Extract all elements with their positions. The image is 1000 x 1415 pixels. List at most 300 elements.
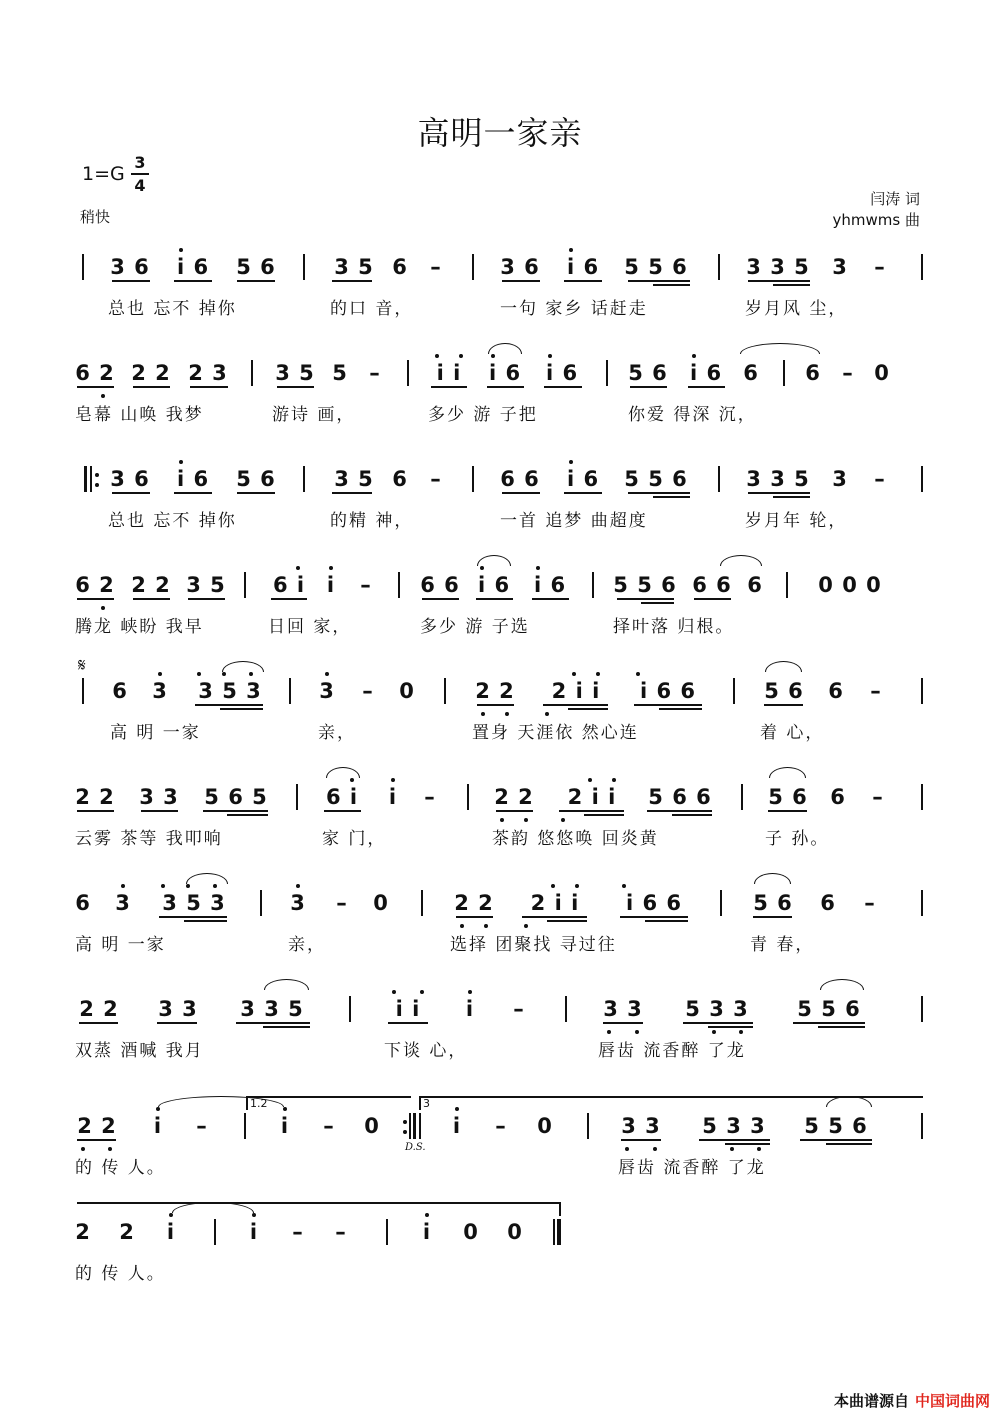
note-group: 5 5 6 [797,997,861,1021]
octave-down-dot [524,818,528,822]
barline [82,678,84,704]
octave-up-dot [296,566,300,570]
note-group: i 6 [488,361,522,385]
octave-up-dot [391,778,395,782]
octave-up-dot [425,1213,429,1217]
note-group: – [196,1114,208,1138]
note-group: 6 i [325,785,359,809]
octave-up-dot [158,672,162,676]
beam-line [634,704,702,706]
lyric-line: 岁月年 轮， [745,511,848,531]
octave-up-dot [197,672,201,676]
barline [244,572,246,598]
beam-line [174,280,212,282]
beam-line [77,598,114,600]
note-group: 2 2 [131,361,171,385]
note-group: 5 6 [628,361,668,385]
beam-line-double [220,708,263,710]
note-group: 5 6 5 [204,785,268,809]
beam-line [133,598,170,600]
note-group: 3 [290,891,306,915]
lyric-line: 总也 忘不 掉你 [108,511,237,531]
note-group: 2 2 [131,573,171,597]
note-group: i [166,1220,176,1244]
note-group: i [153,1114,163,1138]
lyric-line: 家 门， [322,829,387,849]
note-group: 3 [115,891,131,915]
octave-down-dot [561,818,565,822]
note-group: 3 5 3 [198,679,262,703]
note-group: – [336,891,348,915]
octave-down-dot [730,1147,734,1151]
note-group: 2 i i [530,891,580,915]
octave-up-dot [551,884,555,888]
lyric-line: 选择 团聚找 寻过往 [450,935,617,955]
note-group: 5 [332,361,348,385]
octave-down-dot [481,712,485,716]
note-group: – [430,255,442,279]
beam-line [236,1022,310,1024]
note-group: 6 [75,891,91,915]
barline [921,1113,923,1139]
barline [251,360,253,386]
beam-line-double [653,284,690,286]
slur-arc [826,1096,872,1107]
note-group: 2 2 [494,785,534,809]
lyric-line: 皂幕 山唤 我梦 [75,405,204,425]
lyric-line: 置身 天涯依 然心连 [472,723,639,743]
beam-line [141,810,178,812]
beam-line [522,916,587,918]
brand-name: 中国词曲网 [914,1392,990,1410]
note-group: i 6 [689,361,723,385]
barline [741,784,743,810]
note-group: 5 5 6 [613,573,677,597]
octave-down-dot [505,712,509,716]
note-group: i [465,997,475,1021]
lyric-line: 茶韵 悠悠唤 回炎黄 [492,829,659,849]
octave-up-dot [612,778,616,782]
octave-up-dot [596,672,600,676]
slur-arc [820,979,864,990]
note-group: – [874,467,886,491]
lyric-line: 亲， [288,935,326,955]
beam-line-double [773,496,810,498]
volta-one-tick [246,1096,248,1110]
beam-line-double [826,1143,872,1145]
song-title: 高明一家亲 [417,114,583,152]
coda-bracket-end [559,1202,561,1216]
barline [606,360,608,386]
note-group: 3 6 [110,255,150,279]
note-group: 0 [399,679,415,703]
beam-line [388,1022,428,1024]
note-group: 3 3 5 [746,255,810,279]
slur-arc [264,979,309,990]
note-group: i [249,1220,259,1244]
note-group: 2 i i [567,785,617,809]
beam-line-double [641,602,674,604]
note-group: i 6 6 [639,679,697,703]
note-group: 5 6 [764,679,804,703]
tempo-marking: 稍快 [80,208,111,226]
octave-up-dot [186,884,190,888]
octave-up-dot [435,354,439,358]
barline [921,996,923,1022]
note-group: 2 i i [551,679,601,703]
note-group: 3 3 [139,785,179,809]
octave-down-dot [500,818,504,822]
octave-up-dot [161,884,165,888]
octave-up-dot [252,1213,256,1217]
octave-up-dot [420,990,424,994]
lyric-line: 日回 家， [268,617,352,637]
note-group: 2 [119,1220,135,1244]
lyric-line: 的口 音， [330,299,414,319]
note-group: 6 [747,573,763,597]
octave-down-dot [108,1147,112,1151]
beam-line [748,280,810,282]
repeat-end-dot [403,1130,407,1134]
beam-line [133,386,170,388]
barline [82,254,84,280]
beam-line-double [725,1143,770,1145]
note-group: – [323,1114,335,1138]
barline [921,466,923,492]
note-group: 5 3 3 [702,1114,766,1138]
note-group: – [362,679,374,703]
lyric-line: 唇齿 流香醉 了龙 [618,1158,766,1178]
beam-line [476,598,513,600]
lyric-line: 择叶落 归根。 [613,617,735,637]
octave-up-dot [622,884,626,888]
beam-line [617,598,674,600]
beam-line-double [645,920,688,922]
time-signature-line [131,173,149,175]
note-group: – [513,997,525,1021]
octave-down-dot [712,1030,716,1034]
key-signature: 1=G [82,163,125,185]
octave-up-dot [491,354,495,358]
note-group: 3 5 [334,467,374,491]
beam-line [683,1022,753,1024]
note-group: 5 5 6 [624,255,688,279]
note-group: 0 [463,1220,479,1244]
octave-up-dot [350,778,354,782]
beam-line [456,916,493,918]
note-group: 5 6 [768,785,808,809]
note-group: – [335,1220,347,1244]
beam-line [487,386,524,388]
barline [260,890,262,916]
note-group: 5 6 [236,467,276,491]
barline [303,466,305,492]
octave-down-dot [625,1147,629,1151]
time-signature-top: 3 [134,153,146,172]
note-group: – [842,361,854,385]
note-group: i 6 [176,255,210,279]
barline [289,678,291,704]
lyric-line: 一首 追梦 曲超度 [500,511,648,531]
note-group: i 6 [533,573,567,597]
beam-line [764,704,803,706]
note-group: 2 2 [475,679,515,703]
repeat-start-thin [90,466,92,492]
octave-up-dot [575,884,579,888]
volta-thin [419,1113,421,1139]
beam-line-double [672,814,712,816]
beam-line [699,1139,770,1141]
octave-down-dot [635,1030,639,1034]
octave-down-dot [653,1147,657,1151]
barline [472,466,474,492]
beam-line [628,492,690,494]
barline [421,890,423,916]
beam-line [793,1022,865,1024]
slur-arc [222,661,264,672]
lyric-line: 总也 忘不 掉你 [108,299,237,319]
barline [214,1219,216,1245]
note-group: i 6 [477,573,511,597]
beam-line [502,492,540,494]
octave-up-dot [179,460,183,464]
octave-up-dot [392,990,396,994]
lyric-line: 子 孙。 [765,829,830,849]
beam-line [502,280,540,282]
note-group: i [422,1220,432,1244]
barline [921,784,923,810]
barline [244,1113,246,1139]
time-signature [131,153,149,195]
note-group: 6 2 [75,361,115,385]
barline [720,890,722,916]
lyricist-credit: 闫涛 词 [870,190,920,208]
octave-down-dot [524,924,528,928]
beam-line-double [708,1026,753,1028]
octave-up-dot [329,566,333,570]
beam-line [157,1022,197,1024]
note-group: 0 [364,1114,380,1138]
note-group: 5 5 6 [624,467,688,491]
beam-line-double [184,920,227,922]
octave-up-dot [572,672,576,676]
note-group: i 6 6 [625,891,683,915]
barline [733,678,735,704]
barline [565,996,567,1022]
slur-arc [488,343,522,354]
octave-down-dot [460,924,464,928]
beam-line [559,810,624,812]
beam-line [688,386,725,388]
slur-arc [720,555,762,566]
note-group: 5 6 [236,255,276,279]
slur-arc [740,343,820,354]
octave-up-dot [296,884,300,888]
note-group: 3 [832,255,848,279]
octave-up-dot [588,778,592,782]
beam-line [603,1022,643,1024]
source-footer [834,1390,990,1411]
lyric-line: 你爱 得深 沉， [628,405,757,425]
octave-up-dot [156,1107,160,1111]
slur-arc [754,873,791,884]
note-group: 3 [832,467,848,491]
note-group: 3 5 [334,255,374,279]
beam-line [564,280,602,282]
note-group: 2 2 [75,785,115,809]
beam-line [203,810,268,812]
octave-down-dot [101,394,105,398]
note-group: 6 [805,361,821,385]
note-group: 0 [507,1220,523,1244]
barline [386,1219,388,1245]
note-group: 3 3 [158,997,198,1021]
beam-line [112,280,150,282]
note-group: 5 3 3 [685,997,749,1021]
beam-line [630,386,667,388]
note-group: 5 6 6 [648,785,712,809]
beam-line [332,280,372,282]
beam-line [237,492,275,494]
beam-line [694,598,731,600]
beam-line [477,704,514,706]
octave-down-dot [757,1147,761,1151]
note-group: 0 0 0 [818,573,882,597]
note-group: 2 2 [79,997,119,1021]
lyric-line: 多少 游 子选 [420,617,530,637]
beam-line [544,386,582,388]
octave-down-dot [101,606,105,610]
volta-three-tick [419,1096,421,1110]
lyric-line: 亲， [318,723,356,743]
octave-up-dot [249,672,253,676]
octave-up-dot [480,566,484,570]
note-group: 6 6 [500,467,540,491]
note-group: 2 2 [454,891,494,915]
barline [472,254,474,280]
repeat-dot [95,483,99,487]
note-group: 3 3 5 [746,467,810,491]
octave-up-dot [569,460,573,464]
note-group: i [452,1114,462,1138]
note-group: i 6 [566,255,600,279]
barline [718,466,720,492]
source-label: 本曲谱源自 [833,1392,909,1410]
beam-line [628,280,690,282]
beam-line [532,598,569,600]
barline [296,784,298,810]
note-group: 6 [830,785,846,809]
slur-arc [769,767,806,778]
final-bar-thick [557,1219,561,1245]
barline [467,784,469,810]
beam-line [647,810,712,812]
octave-up-dot [213,884,217,888]
octave-up-dot [548,354,552,358]
lyric-line: 唇齿 流香醉 了龙 [598,1041,746,1061]
note-group: – [870,679,882,703]
octave-up-dot [325,672,329,676]
beam-line [77,1139,116,1141]
octave-up-dot [569,248,573,252]
lyric-line: 游诗 画， [272,405,356,425]
lyric-line: 多少 游 子把 [428,405,538,425]
beam-line [324,810,361,812]
octave-up-dot [536,566,540,570]
beam-line [748,492,810,494]
barline [303,254,305,280]
note-group: 6 [392,467,408,491]
octave-up-dot [468,990,472,994]
slur-arc [326,767,360,778]
barline [718,254,720,280]
note-group: – [424,785,436,809]
beam-line [271,598,307,600]
note-group: 3 3 5 [240,997,304,1021]
note-group: 6 [392,255,408,279]
lyric-line: 岁月风 尘， [745,299,848,319]
slur-arc [172,1202,254,1213]
note-group: 3 [319,679,335,703]
lyric-line: 腾龙 峡盼 我早 [75,617,204,637]
beam-line [159,916,227,918]
note-group: 2 [75,1220,91,1244]
composer-credit: yhmwms 曲 [832,211,920,229]
note-group: i [388,785,398,809]
beam-line-double [818,1026,865,1028]
note-group: 3 5 [275,361,315,385]
beam-line [188,598,225,600]
beam-line [768,810,807,812]
note-group: i [280,1114,290,1138]
note-group: 6 [828,679,844,703]
beam-line [620,916,688,918]
barline [921,678,923,704]
note-group: – [369,361,381,385]
note-group: 3 6 [500,255,540,279]
note-group: 6 6 [420,573,460,597]
barline [921,890,923,916]
beam-line [621,1139,661,1141]
volta-three-bracket [419,1096,923,1098]
note-group: 6 [112,679,128,703]
octave-up-dot [636,672,640,676]
note-group: 2 2 [77,1114,117,1138]
barline [592,572,594,598]
barline [398,572,400,598]
note-group: 6 [820,891,836,915]
octave-up-dot [222,672,226,676]
note-group: 3 3 [621,1114,661,1138]
note-group: 6 2 [75,573,115,597]
beam-line [79,1022,118,1024]
beam-line-double [584,814,624,816]
slur-arc [186,873,228,884]
lyric-line: 着 心， [760,723,825,743]
dal-segno-mark: D.S. [405,1142,426,1153]
octave-down-dot [607,1030,611,1034]
beam-line [800,1139,872,1141]
repeat-dot [95,473,99,477]
lyric-line: 的精 神， [330,511,414,531]
lyric-line: 下谈 心， [384,1041,468,1061]
beam-line [174,492,212,494]
octave-down-dot [81,1147,85,1151]
beam-line-double [568,708,608,710]
slur-arc [765,661,802,672]
note-group: 0 [874,361,890,385]
beam-line-double [773,284,810,286]
